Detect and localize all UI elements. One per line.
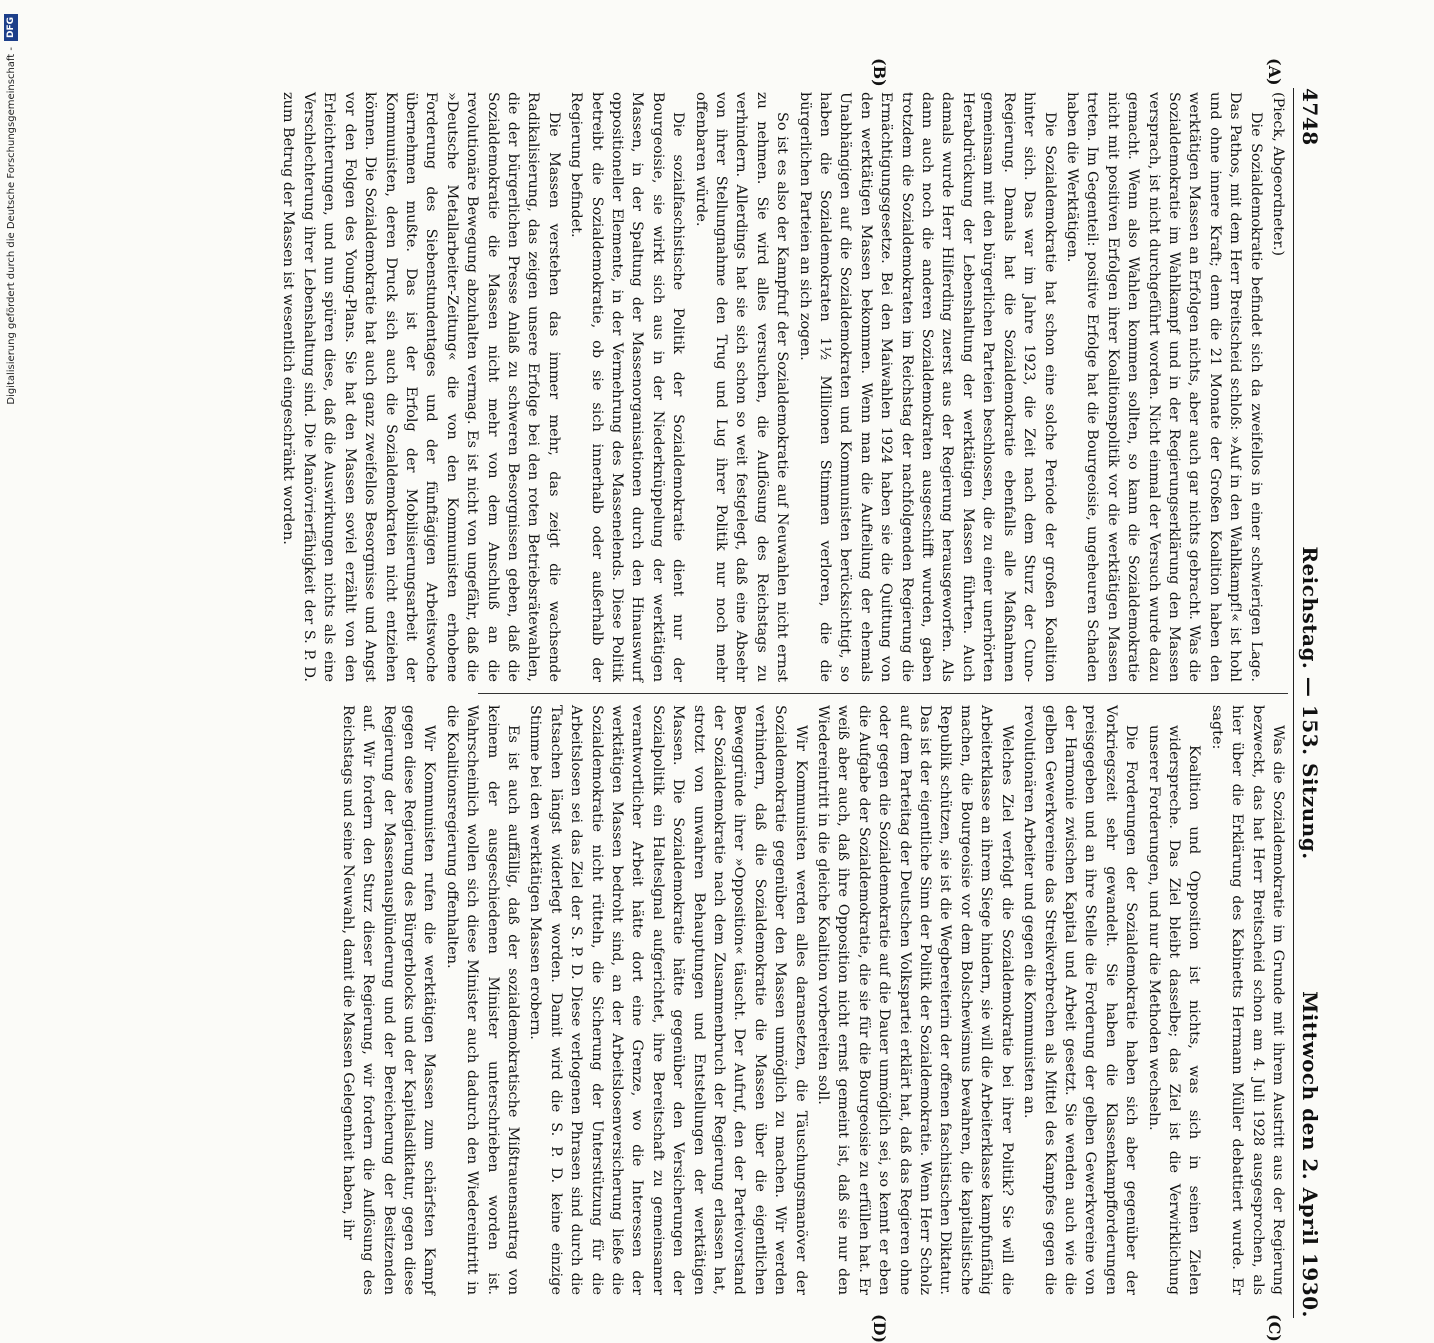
session-date: Mittwoch den 2. April 1930. [1298,991,1322,1318]
right-column [339,705,1288,1295]
left-column [280,92,1288,682]
paragraph: Die Massen verstehen das immer mehr, das zeigt die wachsende Radikalisierung, das zeigen unsere Erfolge bei den roten Betriebsrätewahlen, die der bürgerlichen Presse Anlaß zu schweren Besorgnissen geben, daß die Sozialdemokratie die Massen nicht mehr von dem Anschluß an die revolutionäre Bewegung abzuhalten vermag. Es ist nicht von ungefähr, daß die »Deutsche Metallarbeiter-Zeitung« die von den Kommunisten erhobene Forderung des Siebenstundentages und der fünftägigen Arbeitswoche übernehmen mußte. Das ist der Erfolg der Mobilisierungsarbeit der Kommunisten, deren Druck sich auch die Sozialdemokraten nicht entziehen können. Die Sozialdemokratie hat auch ganz zweifellos Besorgnisse und Angst vor den Folgen des Young-Plans. Sie hat den Massen soviel erzählt von den Erleichterungen, und nun spüren diese, daß die Auswirkungen nichts als eine Verschlechterung ihrer Lebenshaltung sind. Die Manövrierfähigkeit der S. P. D. zum Betrug der Massen ist wesentlich eingeschränkt worden. [280,92,562,682]
paragraph: Es ist auch auffällig, daß der sozialdemokratische Mißtrauensantrag von keinem der ausgeschiedenen Minister unterschrieben worden ist. Wahrscheinlich wollen sich diese Minister auch dadurch den Wiedereintritt in die Koalitionsregierung offenhalten. [443,705,521,1295]
paragraph: Welches Ziel verfolgt die Sozialdemokratie bei ihrer Politik? Sie will die Arbeiterklasse an ihrem Siege hindern, sie will die Arbeiterklasse kampfunfähig machen, die Bourgeoisie vor dem Bolschewismus bewahren, die kapitalistische Republik schützen, sie ist die Wegbereiterin der offenen faschistischen Diktatur. Das ist der eigentliche Sinn der Politik der Sozialdemokratie. Wenn Herr Scholz auf dem Parteitag der Deutschen Volkspartei erklärt hat, daß das Regieren ohne oder gegen die Sozialdemokratie auf die Dauer unmöglich sei, so kennt er eben die Aufgabe der Sozialdemokratie, die sie für die Bourgeoisie zu erfüllen hat. Er weiß aber auch, daß ihre Opposition nicht ernst gemeint ist, daß sie nur den Wiedereintritt in die gleiche Koalition vorbereiten soll. [815,705,1015,1295]
paragraph: Die Sozialdemokratie befindet sich da zweifellos in einer schwierigen Lage. Das Pathos, mit dem Herr Breitscheid schloß: »Auf in den Wahlkampf!« ist hohl und ohne innere Kraft; denn die 21 Monate der Großen Koalition haben den werktätigen Massen an Erfolgen nichts, aber auch gar nichts gebracht. Was die Sozialdemokratie im Wahlkampf und in der Regierungserklärung den Massen versprach, ist nicht durchgeführt worden. Nicht einmal der Versuch wurde dazu gemacht. Wenn also Wahlen kommen sollten, so kann die Sozialdemokratie nicht mit positiven Erfolgen ihrer Koalitionspolitik vor die werktätigen Massen treten. Im Gegenteil: positive Erfolge hat die Bourgeoisie, ungeheuren Schaden haben die Werktätigen. [1063,92,1264,682]
page-number: 4748 [1298,88,1322,146]
dfg-logo: DFG [4,14,18,41]
speaker-label: (Pieck, Abgeordneter.) [1270,92,1286,257]
paragraph: Die sozialfaschistische Politik der Sozialdemokratie dient nur der Bourgeoisie, sie wirkt sich aus in der Niederknüppelung der werktätigen Massen, in der Spaltung der Massenorganisationen durch den Hinauswurf oppositioneller Elemente, in der Vermehrung des Massenelends. Diese Politik betreibt die Sozialdemokratie, ob sie sich innerhalb oder außerhalb der Regierung befindet. [568,92,687,682]
paragraph: Die Sozialdemokratie hat schon eine solche Periode der großen Koalition hinter sich. Das war im Jahre 1923, die Zeit nach dem Sturz der Cuno-Regierung. Damals hat die Sozialdemokratie ebenfalls alle Maßnahmen gemeinsam mit den bürgerlichen Parteien beschlossen, die zu einer unerhörten Herabdrückung der Lebenshaltung der werktätigen Massen führten. Auch damals wurde Herr Hilferding zuerst aus der Regierung herausgeworfen. Als dann auch noch die anderen Sozialdemokraten ausgeschifft wurden, gaben trotzdem die Sozialdemokraten im Reichstag der nachfolgenden Regierung die Ermächtigungsgesetze. Bei den Maiwahlen 1924 haben sie die Quittung von den werktätigen Massen bekommen. Wenn man die Aufteilung der ehemals Unabhängigen auf die Sozialdemokraten und Kommunisten berücksichtigt, so haben die Sozialdemokraten 1½ Millionen Stimmen verloren, die die bürgerlichen Parteien an sich zogen. [796,92,1058,682]
page-title: Reichstag. — 153. Sitzung. [1298,546,1322,860]
column-divider [478,693,1288,694]
margin-marker-d: (D) [870,1314,889,1343]
credit-text: Digitalisierung gefördert durch die Deutsche Forschungsgemeinschaft - [5,47,17,405]
paragraph: Die Forderungen der Sozialdemokratie haben sich aber gegenüber der Vorkriegszeit sehr gewandelt. Sie haben die Klassenkampfforderungen preisgegeben und an ihre Stelle die Forderung der gelben Gewerkvereine von der Harmonie zwischen Kapital und Arbeit gesetzt. Sie wenden auch wie die gelben Gewerkvereine das Streikverbrechen als Mittel des Kampfes gegen die revolutionären Arbeiter und gegen die Kommunisten an. [1021,705,1140,1295]
page-header [1290,88,1322,1318]
quotation: Koalition und Opposition ist nichts, was sich in seinen Zielen widerspreche. Das Ziel bleibt dasselbe; das Ziel ist die Verwirklichung unserer Forderungen, und nur die Methoden wechseln. [1145,725,1203,1295]
paragraph: Wir Kommunisten werden alles daransetzen, die Täuschungsmanöver der Sozialdemokratie gegenüber den Massen unmöglich zu machen. Wir werden verhindern, daß die Sozialdemokratie die Massen über die eigentlichen Beweggründe ihrer »Opposition« täuscht. Der Aufruf, den der Parteivorstand der Sozialdemokratie nach dem Zusammenbruch der Regierung erlassen hat, strotzt von unwahren Behauptungen und Entstellungen der werktätigen Massen. Die Sozialdemokratie hätte gegenüber den Versicherungen der Sozialpolitik ein Halteslgnal aufgerichtet, ihre Bereitschaft zu gemeinsamer verantwortlicher Arbeit hätte dort eine Grenze, wo die Interessen der werktätigen Massen bedroht sind, an der Arbeitslosenversicherung ließe die Sozialdemokratie nicht rütteln, die Sicherung der Unterstützung für die Arbeitslosen sei das Ziel der S. P. D. Diese verlogenen Phrasen sind durch die Tatsachen längst widerlegt worden. Damit wird die S. P. D. keine einzige Stimme bei den werktätigen Massen erobern. [527,705,809,1295]
paragraph: So ist es also der Kampfruf der Sozialdemokratie auf Neuwahlen nicht ernst zu nehmen. Sie wird alles versuchen, die Auflösung des Reichstags zu verhindern. Allerdings hat sie sich schon so weit festgelegt, daß eine Absehr von ihrer Stellungnahme den Trug und Lug ihrer Politik nur noch mehr offenbaren würde. [692,92,791,682]
margin-marker-b: (B) [870,58,889,87]
header-rule [1293,88,1294,1318]
digitization-credit [0,0,22,1000]
margin-marker-a: (A) [1265,58,1284,86]
paragraph: Wir Kommunisten rufen die werktätigen Massen zum schärfsten Kampf gegen diese Regierung des Bürgerblocks und der Kapitalsdiktatur, gegen diese Regierung der Massenausplünderung und der Bereicherung der Besitzenden auf. Wir fordern den Sturz dieser Regierung, wir fordern die Auflösung des Reichstags und seine Neuwahl, damit die Massen Gelegenheit haben, ihr [339,705,438,1295]
paragraph: Was die Sozialdemokratie im Grunde mit ihrem Austritt aus der Regierung bezweckt, das hat Herr Breitscheid schon am 4. Juli 1928 ausgesprochen, als hier über die Erklärung des Kabinetts Hermann Müller debattiert wurde. Er sagte: [1208,705,1286,1295]
margin-marker-c: (C) [1265,1314,1284,1342]
